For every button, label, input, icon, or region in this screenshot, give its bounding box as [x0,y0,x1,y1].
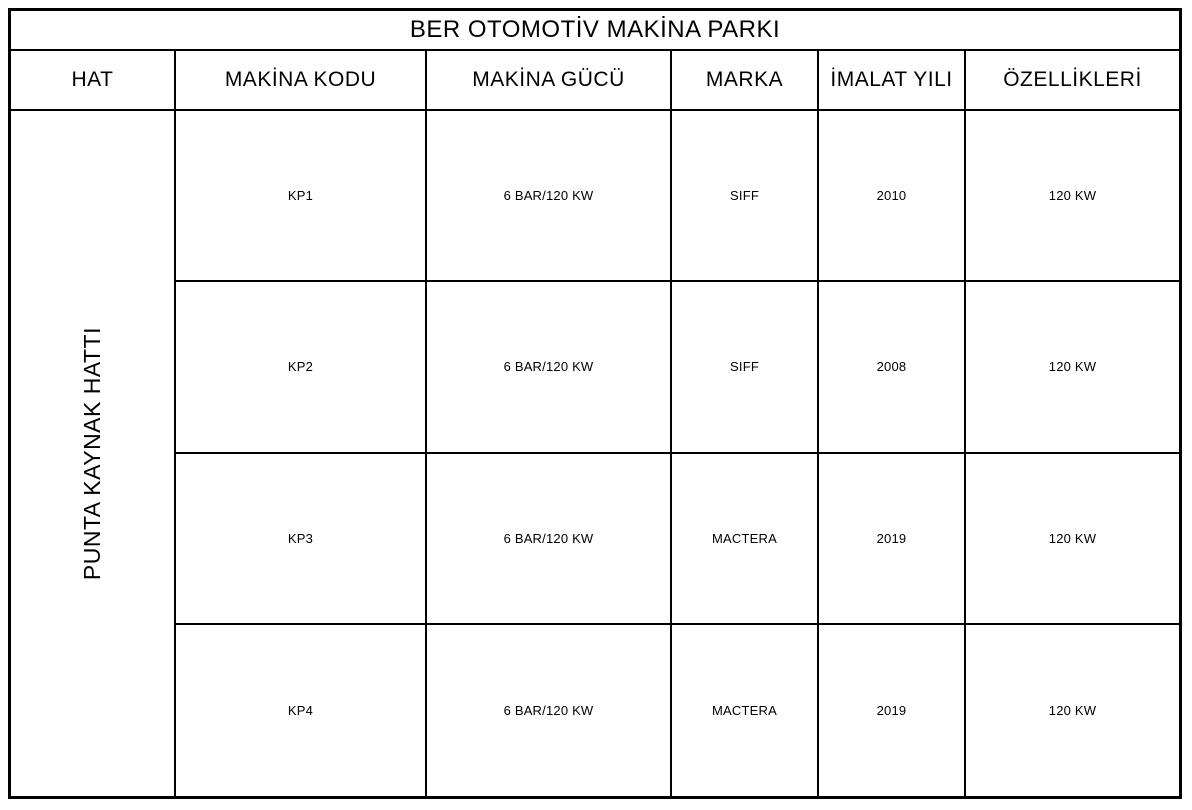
cell-features: 120 KW [966,111,1179,282]
cell-features: 120 KW [1048,702,1097,718]
machine-park-table [8,8,1182,799]
line-label: PUNTA KAYNAK HATTI [79,326,105,581]
cell-brand: SIFF [672,111,819,282]
cell-features: 120 KW [966,282,1179,453]
cell-production-year: 2019 [819,454,966,625]
column-header-brand: MARKA [672,51,819,111]
column-header-machine-power: MAKİNA GÜCÜ [427,51,672,111]
column-header-features: ÖZELLİKLERİ [966,51,1179,111]
cell-machine-code: KP1 [176,111,427,282]
cell-features: 120 KW [966,454,1179,625]
line-label-cell [11,111,176,796]
cell-machine-power: 6 BAR/120 KW [427,111,672,282]
cell-brand: MACTERA [672,454,819,625]
cell-production-year: 2019 [819,625,966,796]
cell-machine-code: KP2 [176,282,427,453]
cell-production-year: 2010 [819,111,966,282]
cell-machine-code: KP4 [176,625,427,796]
cell-machine-power: 6 BAR/120 KW [427,282,672,453]
cell-production-year: 2008 [819,282,966,453]
column-header-production-year: İMALAT YILI [819,51,966,111]
cell-brand: SIFF [672,282,819,453]
column-header-hat: HAT [11,51,176,111]
column-header-machine-code: MAKİNA KODU [176,51,427,111]
cell-machine-power: 6 BAR/120 KW [427,454,672,625]
cell-machine-code: KP3 [176,454,427,625]
cell-brand: MACTERA [672,625,819,796]
table-title: BER OTOMOTİV MAKİNA PARKI [11,11,1179,51]
cell-machine-power: 6 BAR/120 KW [427,625,672,796]
